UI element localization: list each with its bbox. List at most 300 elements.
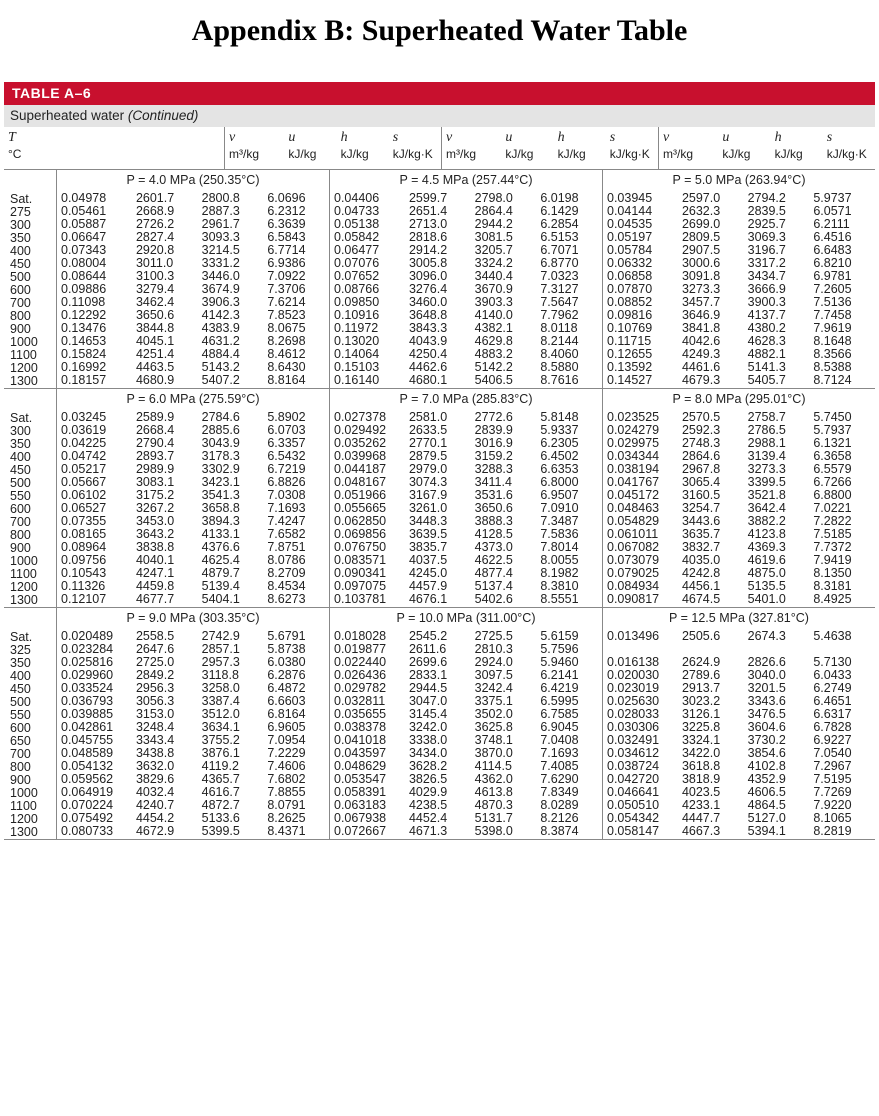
- h-cell: 4631.2: [201, 334, 240, 348]
- s-cell: 8.0289: [540, 798, 579, 812]
- s-cell: 8.5551: [540, 592, 579, 606]
- s-cell: 8.3566: [813, 347, 852, 361]
- u-cell: 3100.3: [135, 269, 175, 283]
- v-cell: 0.067938: [334, 811, 387, 825]
- temperature-cell: 800: [10, 760, 31, 774]
- header-u: u kJ/kg: [722, 130, 751, 161]
- u-cell: 4238.5: [408, 798, 448, 812]
- u-cell: 2879.5: [408, 449, 448, 463]
- s-cell: 8.1350: [813, 566, 852, 580]
- v-cell: 0.10543: [61, 566, 107, 580]
- v-cell: 0.029492: [334, 423, 387, 437]
- s-cell: 6.4502: [540, 449, 579, 463]
- u-cell: 3248.4: [135, 720, 175, 734]
- s-cell: 7.5185: [813, 527, 852, 541]
- u-cell: 3438.8: [135, 746, 175, 760]
- v-cell: 0.04978: [61, 191, 107, 205]
- s-cell: 8.1648: [813, 334, 852, 348]
- pressure-header: P = 5.0 MPa (263.94°C): [672, 173, 806, 187]
- s-cell: 7.2822: [813, 514, 852, 528]
- u-cell: 4677.7: [135, 592, 175, 606]
- v-cell: 0.16992: [61, 360, 107, 374]
- v-cell: 0.018028: [334, 629, 387, 643]
- h-cell: 4884.4: [201, 347, 240, 361]
- temperature-cell: 275: [10, 205, 31, 219]
- h-cell: 3178.3: [201, 449, 240, 463]
- u-cell: 4459.8: [135, 579, 175, 593]
- temperature-cell: 400: [10, 244, 31, 258]
- v-cell: 0.054829: [607, 514, 660, 528]
- v-cell: 0.045755: [61, 733, 114, 747]
- v-cell: 0.090341: [334, 566, 387, 580]
- v-cell: 0.022440: [334, 655, 387, 669]
- pressure-block: [602, 170, 875, 388]
- u-cell: 3047.0: [408, 694, 448, 708]
- v-cell: 0.061011: [607, 527, 659, 541]
- h-cell: 5135.5: [747, 579, 786, 593]
- h-cell: 3214.5: [201, 243, 240, 257]
- h-cell: 4114.5: [474, 759, 512, 773]
- v-cell: 0.016138: [607, 655, 660, 669]
- h-cell: 3882.2: [747, 514, 786, 528]
- u-cell: 2920.8: [135, 243, 175, 257]
- v-cell: 0.09886: [61, 282, 107, 296]
- h-cell: 3903.3: [474, 295, 513, 309]
- s-cell: 8.0055: [540, 553, 579, 567]
- u-cell: 3628.2: [408, 759, 448, 773]
- u-cell: 2864.6: [681, 449, 721, 463]
- table-subtitle: [4, 105, 875, 127]
- s-cell: 7.3487: [540, 514, 579, 528]
- s-cell: 6.7828: [813, 720, 852, 734]
- h-cell: 3258.0: [201, 681, 240, 695]
- s-cell: 7.6802: [267, 772, 306, 786]
- h-cell: 4622.5: [474, 553, 513, 567]
- v-cell: 0.029782: [334, 681, 387, 695]
- h-cell: 5406.5: [474, 373, 513, 387]
- s-cell: 7.0408: [540, 733, 579, 747]
- s-cell: 7.0922: [267, 269, 306, 283]
- v-cell: 0.05887: [61, 217, 107, 231]
- s-cell: 7.5195: [813, 772, 852, 786]
- s-cell: 8.6273: [267, 592, 306, 606]
- temperature-cell: 1000: [10, 786, 38, 800]
- h-cell: 3906.3: [201, 295, 240, 309]
- temperature-cell: 300: [10, 218, 31, 232]
- h-cell: 3069.3: [747, 230, 786, 244]
- h-cell: 2794.2: [747, 191, 786, 205]
- v-cell: 0.06332: [607, 256, 653, 270]
- h-cell: 5127.0: [747, 811, 786, 825]
- u-cell: 3453.0: [135, 514, 175, 528]
- table-row: [603, 630, 875, 643]
- s-cell: 8.4534: [267, 579, 306, 593]
- h-cell: 5398.0: [474, 824, 513, 838]
- s-cell: 6.7714: [267, 243, 306, 257]
- s-cell: 7.5647: [540, 295, 579, 309]
- u-cell: 3242.0: [408, 720, 448, 734]
- s-cell: 7.8014: [540, 540, 579, 554]
- h-cell: 2924.0: [474, 655, 513, 669]
- v-cell: 0.05461: [61, 204, 107, 218]
- v-cell: 0.070224: [61, 798, 114, 812]
- subtitle-main: Superheated water: [10, 108, 125, 123]
- h-cell: 3446.0: [201, 269, 240, 283]
- h-cell: 4365.7: [201, 772, 240, 786]
- u-cell: 4233.1: [681, 798, 721, 812]
- h-cell: 3343.6: [747, 694, 786, 708]
- s-cell: 6.3357: [267, 436, 306, 450]
- h-cell: 3894.3: [201, 514, 240, 528]
- u-cell: 3448.3: [408, 514, 448, 528]
- v-cell: 0.053547: [334, 772, 387, 786]
- s-cell: 5.9737: [813, 191, 852, 205]
- s-cell: 5.7937: [813, 423, 852, 437]
- u-cell: 4247.1: [135, 566, 175, 580]
- v-cell: 0.042720: [607, 772, 660, 786]
- s-cell: 7.0954: [267, 733, 306, 747]
- u-cell: 2668.9: [135, 204, 175, 218]
- s-cell: 6.2111: [813, 217, 850, 231]
- v-cell: 0.041767: [607, 475, 660, 489]
- temperature-cell: 325: [10, 643, 31, 657]
- s-cell: 6.7071: [540, 243, 579, 257]
- temperature-cell: 600: [10, 502, 31, 516]
- u-cell: 2624.9: [681, 655, 721, 669]
- u-cell: 4679.3: [681, 373, 721, 387]
- v-cell: 0.05842: [334, 230, 380, 244]
- h-cell: 2772.6: [474, 410, 513, 424]
- u-cell: 3023.2: [681, 694, 721, 708]
- h-cell: 3097.5: [474, 668, 513, 682]
- u-cell: 4035.0: [681, 553, 721, 567]
- s-cell: 7.3706: [267, 282, 306, 296]
- s-cell: 7.0308: [267, 488, 306, 502]
- v-cell: 0.09756: [61, 553, 107, 567]
- u-cell: 2914.2: [408, 243, 448, 257]
- v-cell: 0.058147: [607, 824, 660, 838]
- h-cell: 4625.4: [201, 553, 240, 567]
- u-cell: 4676.1: [408, 592, 448, 606]
- s-cell: 8.4612: [267, 347, 306, 361]
- h-cell: 3650.6: [474, 501, 513, 515]
- u-cell: 3462.4: [135, 295, 175, 309]
- header-temperature: T °C: [8, 130, 22, 161]
- v-cell: 0.03619: [61, 423, 107, 437]
- s-cell: 6.0571: [813, 204, 852, 218]
- s-cell: 8.5388: [813, 360, 852, 374]
- s-cell: 7.5136: [813, 295, 852, 309]
- u-cell: 3443.6: [681, 514, 721, 528]
- temperature-cell: 900: [10, 773, 31, 787]
- u-cell: 3643.2: [135, 527, 175, 541]
- s-cell: 6.8210: [813, 256, 852, 270]
- h-cell: 3196.7: [747, 243, 786, 257]
- h-cell: 2864.4: [474, 204, 513, 218]
- temperature-cell: 700: [10, 296, 31, 310]
- h-cell: 4875.0: [747, 566, 786, 580]
- temperature-cell: 1200: [10, 361, 38, 375]
- h-cell: 3317.2: [747, 256, 786, 270]
- v-cell: 0.027378: [334, 410, 387, 424]
- s-cell: 6.8800: [813, 488, 852, 502]
- s-cell: 6.2312: [267, 204, 306, 218]
- v-cell: 0.06647: [61, 230, 107, 244]
- s-cell: 8.0675: [267, 321, 306, 335]
- temperature-cell: 400: [10, 450, 31, 464]
- v-cell: 0.048589: [61, 746, 114, 760]
- u-cell: 2967.8: [681, 462, 721, 476]
- s-cell: 7.5836: [540, 527, 579, 541]
- s-cell: 6.5153: [540, 230, 579, 244]
- h-cell: 3081.5: [474, 230, 513, 244]
- h-cell: 3440.4: [474, 269, 513, 283]
- u-cell: 3338.0: [408, 733, 448, 747]
- h-cell: 5143.2: [201, 360, 240, 374]
- v-cell: 0.12292: [61, 308, 107, 322]
- v-cell: 0.041018: [334, 733, 387, 747]
- u-cell: 2770.1: [408, 436, 448, 450]
- s-cell: 5.9337: [540, 423, 579, 437]
- v-cell: 0.084934: [607, 579, 660, 593]
- v-cell: 0.11715: [607, 334, 652, 348]
- superheated-water-table: [4, 82, 875, 840]
- h-cell: 2961.7: [201, 217, 240, 231]
- temperature-cell: 350: [10, 656, 31, 670]
- v-cell: 0.067082: [607, 540, 660, 554]
- v-cell: 0.04144: [607, 204, 653, 218]
- h-cell: 4883.2: [474, 347, 513, 361]
- s-cell: 5.8738: [267, 642, 306, 656]
- h-cell: 5137.4: [474, 579, 513, 593]
- v-cell: 0.06527: [61, 501, 107, 515]
- v-cell: 0.030306: [607, 720, 660, 734]
- u-cell: 3175.2: [135, 488, 175, 502]
- h-cell: 2988.1: [747, 436, 786, 450]
- u-cell: 2944.5: [408, 681, 448, 695]
- h-cell: 3666.9: [747, 282, 786, 296]
- v-cell: 0.035655: [334, 707, 387, 721]
- u-cell: 3832.7: [681, 540, 721, 554]
- h-cell: 2725.5: [474, 629, 513, 643]
- s-cell: 6.6483: [813, 243, 852, 257]
- h-cell: 3604.6: [747, 720, 786, 734]
- h-cell: 4877.4: [474, 566, 513, 580]
- s-cell: 8.2625: [267, 811, 306, 825]
- pressure-block: [602, 389, 875, 607]
- table-row: [330, 374, 602, 387]
- v-cell: 0.050510: [607, 798, 660, 812]
- v-cell: 0.064919: [61, 785, 114, 799]
- u-cell: 3422.0: [681, 746, 721, 760]
- pressure-block: [56, 170, 329, 388]
- h-cell: 2957.3: [201, 655, 240, 669]
- v-cell: 0.039968: [334, 449, 387, 463]
- s-cell: 7.0323: [540, 269, 579, 283]
- v-cell: 0.025816: [61, 655, 114, 669]
- u-cell: 2597.0: [681, 191, 721, 205]
- h-cell: 5141.3: [747, 360, 786, 374]
- v-cell: 0.11326: [61, 579, 106, 593]
- v-cell: 0.07343: [61, 243, 107, 257]
- h-cell: 4879.7: [201, 566, 240, 580]
- table-row: [57, 593, 329, 606]
- v-cell: 0.04535: [607, 217, 653, 231]
- u-cell: 4672.9: [135, 824, 175, 838]
- s-cell: 6.0696: [267, 191, 306, 205]
- temperature-column: [4, 170, 56, 388]
- h-cell: 4629.8: [474, 334, 513, 348]
- h-cell: 3375.1: [474, 694, 513, 708]
- s-cell: 6.2749: [813, 681, 852, 695]
- h-cell: 3642.4: [747, 501, 786, 515]
- s-cell: 7.9220: [813, 798, 852, 812]
- u-cell: 3261.0: [408, 501, 448, 515]
- h-cell: 3634.1: [201, 720, 240, 734]
- s-cell: 6.1429: [540, 204, 579, 218]
- s-cell: 7.9619: [813, 321, 852, 335]
- s-cell: 6.9045: [540, 720, 579, 734]
- temperature-cell: 500: [10, 270, 31, 284]
- h-cell: 2887.3: [201, 204, 240, 218]
- pressure-block: [56, 608, 329, 839]
- v-cell: 0.07355: [61, 514, 107, 528]
- u-cell: 2633.5: [408, 423, 448, 437]
- v-cell: 0.039885: [61, 707, 114, 721]
- u-cell: 4245.0: [408, 566, 448, 580]
- u-cell: 2790.4: [135, 436, 175, 450]
- u-cell: 2789.6: [681, 668, 721, 682]
- s-cell: 8.5880: [540, 360, 579, 374]
- u-cell: 3826.5: [408, 772, 448, 786]
- h-cell: 2925.7: [747, 217, 786, 231]
- v-cell: 0.051966: [334, 488, 387, 502]
- s-cell: 7.4247: [267, 514, 306, 528]
- h-cell: 4382.1: [474, 321, 513, 335]
- s-cell: 7.2967: [813, 759, 852, 773]
- v-cell: 0.14527: [607, 373, 653, 387]
- h-cell: 2758.7: [747, 410, 786, 424]
- h-cell: 3876.1: [201, 746, 240, 760]
- h-cell: 3093.3: [201, 230, 240, 244]
- v-cell: 0.090817: [607, 592, 660, 606]
- v-cell: 0.14653: [61, 334, 107, 348]
- u-cell: 3267.2: [135, 501, 175, 515]
- v-cell: 0.079025: [607, 566, 660, 580]
- u-cell: 4461.6: [681, 360, 721, 374]
- u-cell: 3145.4: [408, 707, 448, 721]
- u-cell: 3074.3: [408, 475, 448, 489]
- v-cell: 0.13592: [607, 360, 653, 374]
- s-cell: 7.6214: [267, 295, 306, 309]
- v-cell: 0.05138: [334, 217, 380, 231]
- h-cell: 2798.0: [474, 191, 513, 205]
- table-row: [603, 374, 875, 387]
- h-cell: 5394.1: [747, 824, 786, 838]
- s-cell: 8.0118: [540, 321, 578, 335]
- temperature-cell: 700: [10, 515, 31, 529]
- h-cell: 5407.2: [201, 373, 240, 387]
- s-cell: 6.5995: [540, 694, 579, 708]
- h-cell: 4373.0: [474, 540, 513, 554]
- temperature-cell: 400: [10, 669, 31, 683]
- pressure-header: P = 6.0 MPa (275.59°C): [126, 392, 260, 406]
- h-cell: 2784.6: [201, 410, 240, 424]
- temperature-cell: 900: [10, 541, 31, 555]
- s-cell: 6.2876: [267, 668, 306, 682]
- pressure-header: P = 4.5 MPa (257.44°C): [399, 173, 533, 187]
- u-cell: 2601.7: [135, 191, 175, 205]
- u-cell: 4680.9: [135, 373, 175, 387]
- s-cell: 6.9781: [813, 269, 852, 283]
- temperature-cell: 800: [10, 309, 31, 323]
- table-sections: [4, 170, 875, 840]
- h-cell: 3541.3: [201, 488, 240, 502]
- s-cell: 5.7596: [540, 642, 579, 656]
- header-v: v m³/kg: [446, 130, 476, 161]
- temperature-cell: 1100: [10, 567, 37, 581]
- u-cell: 2726.2: [135, 217, 175, 231]
- h-cell: 3273.3: [747, 462, 786, 476]
- temperature-cell: 1300: [10, 825, 38, 839]
- s-cell: 5.7130: [813, 655, 852, 669]
- h-cell: 2742.9: [201, 629, 240, 643]
- v-cell: 0.055665: [334, 501, 387, 515]
- h-cell: 4369.3: [747, 540, 786, 554]
- pressure-header: P = 8.0 MPa (295.01°C): [672, 392, 806, 406]
- v-cell: 0.020030: [607, 668, 660, 682]
- h-cell: 3159.2: [474, 449, 513, 463]
- v-cell: 0.023019: [607, 681, 660, 695]
- u-cell: 3056.3: [135, 694, 175, 708]
- h-cell: 3658.8: [201, 501, 240, 515]
- h-cell: 2810.3: [474, 642, 513, 656]
- s-cell: 6.3639: [267, 217, 306, 231]
- temperature-cell: 450: [10, 463, 31, 477]
- h-cell: 4606.5: [747, 785, 786, 799]
- u-cell: 3000.6: [681, 256, 721, 270]
- u-cell: 3276.4: [408, 282, 448, 296]
- u-cell: 3632.0: [135, 759, 175, 773]
- s-cell: 7.7269: [813, 785, 852, 799]
- temperature-cell: Sat.: [10, 630, 33, 644]
- v-cell: 0.048463: [607, 501, 660, 515]
- header-s: s kJ/kg·K: [826, 130, 867, 161]
- v-cell: 0.13020: [334, 334, 380, 348]
- s-cell: 8.3810: [540, 579, 579, 593]
- temperature-cell: 350: [10, 437, 31, 451]
- s-cell: 7.8523: [267, 308, 306, 322]
- s-cell: 6.1321: [813, 436, 852, 450]
- s-cell: 7.1693: [267, 501, 306, 515]
- h-cell: 5401.0: [747, 592, 786, 606]
- s-cell: 6.8164: [267, 707, 306, 721]
- h-cell: 4119.2: [201, 759, 239, 773]
- v-cell: 0.083571: [334, 553, 387, 567]
- table-row: [330, 593, 602, 606]
- s-cell: 8.2698: [267, 334, 306, 348]
- u-cell: 2913.7: [681, 681, 721, 695]
- s-cell: 6.8000: [540, 475, 579, 489]
- h-cell: 3205.7: [474, 243, 513, 257]
- h-cell: 4619.6: [747, 553, 786, 567]
- s-cell: 6.7219: [267, 462, 306, 476]
- h-cell: 3674.9: [201, 282, 240, 296]
- s-cell: 7.6582: [267, 527, 306, 541]
- v-cell: 0.029960: [61, 668, 114, 682]
- u-cell: 2581.0: [408, 410, 448, 424]
- u-cell: 3818.9: [681, 772, 721, 786]
